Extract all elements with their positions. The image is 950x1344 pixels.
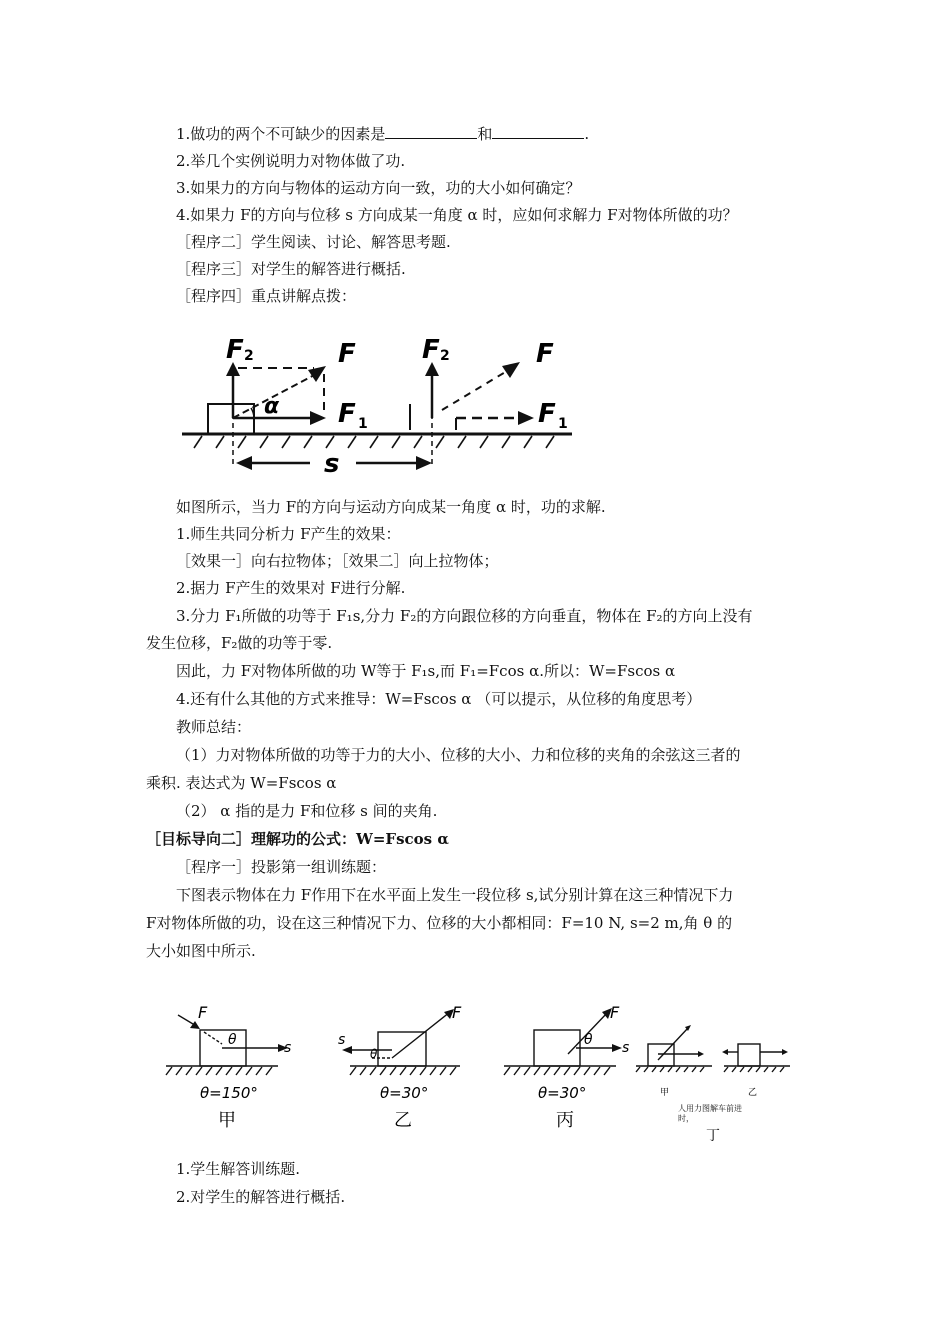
case-b-force-label: F: [452, 1003, 462, 1022]
blank-2: [492, 124, 584, 139]
case-b-label: 乙: [394, 1110, 412, 1131]
force-decomposition-figure: [180, 318, 580, 483]
f-label-left: F: [338, 339, 356, 369]
f1-sub-right: 1: [558, 416, 568, 432]
q1-text-b: 和: [477, 125, 493, 143]
figure-caption: 如图所示，当力 F的方向与运动方向成某一角度 α 时，功的求解.: [176, 498, 606, 516]
effects: ［效果一］向右拉物体；［效果二］向上拉物体；: [176, 552, 499, 570]
f-label-right: F: [536, 339, 554, 369]
case-c-theta: θ: [584, 1032, 593, 1048]
summary-1-line-2: 乘积. 表达式为 W=Fscos α: [146, 774, 337, 792]
case-a-s-label: s: [284, 1040, 292, 1056]
f1-sub-left: 1: [358, 416, 368, 432]
procedure-2: ［程序二］学生阅读、讨论、解答思考题.: [176, 233, 451, 251]
training-procedure: ［程序一］投影第一组训练题：: [176, 858, 387, 876]
problem-line-3: 大小如图中所示.: [146, 942, 256, 960]
summary-1-line-1: （1）力对物体所做的功等于力的大小、位移的大小、力和位移的夹角的余弦这三者的: [176, 746, 741, 764]
problem-line-1: 下图表示物体在力 F作用下在水平面上发生一段位移 s,试分别计算在这三种情况下力: [176, 886, 734, 904]
conclusion-1: 1.学生解答训练题.: [176, 1160, 301, 1178]
case-b-s-label: s: [338, 1032, 346, 1048]
procedure-4: ［程序四］重点讲解点拨：: [176, 287, 357, 305]
question-1: [176, 124, 589, 144]
case-a-angle: θ=150°: [200, 1084, 258, 1102]
f2-label-left: F: [226, 335, 244, 365]
case-b-angle: θ=30°: [380, 1084, 429, 1102]
training-figures: [160, 1000, 800, 1150]
case-c-label: 丙: [556, 1110, 574, 1131]
q1-text-a: 1.做功的两个不可缺少的因素是: [176, 125, 386, 143]
case-d-sub-b: 乙: [748, 1088, 758, 1098]
summary-2: （2） α 指的是力 F和位移 s 间的夹角.: [176, 802, 438, 820]
f2-sub-right: 2: [440, 348, 450, 364]
therefore: 因此，力 F对物体所做的功 W等于 F₁s,而 F₁=Fcos α.所以：W=Fscos α: [176, 662, 676, 680]
case-a-theta: θ: [228, 1032, 237, 1048]
analysis-3-line-1: 3.分力 F₁所做的功等于 F₁s,分力 F₂的方向跟位移的方向垂直，物体在 F₂的方向上没有: [176, 607, 753, 625]
alpha-label: α: [264, 394, 280, 419]
question-4: 4.如果力 F的方向与位移 s 方向成某一角度 α 时，应如何求解力 F对物体所做的功？: [176, 206, 738, 224]
f1-label-left: F: [338, 399, 356, 429]
question-3: 3.如果力的方向与物体的运动方向一致，功的大小如何确定？: [176, 179, 581, 197]
case-b-theta: θ: [370, 1047, 378, 1061]
case-a-force-label: F: [198, 1003, 208, 1022]
procedure-3: ［程序三］对学生的解答进行概括.: [176, 260, 406, 278]
case-a-label: 甲: [218, 1110, 236, 1131]
case-d-caption: 人用力图解车前进 时，: [678, 1104, 742, 1123]
q1-text-c: .: [584, 125, 590, 143]
case-d-label: 丁: [706, 1128, 720, 1144]
s-label: s: [324, 449, 340, 479]
question-2: 2.举几个实例说明力对物体做了功.: [176, 152, 406, 170]
conclusion-2: 2.对学生的解答进行概括.: [176, 1188, 346, 1206]
case-c-s-label: s: [622, 1040, 630, 1056]
f1-label-right: F: [538, 399, 556, 429]
case-c-force-label: F: [610, 1003, 620, 1022]
analysis-4: 4.还有什么其他的方式来推导：W=Fscos α （可以提示，从位移的角度思考）: [176, 690, 702, 708]
teacher-summary: 教师总结：: [176, 718, 252, 736]
blank-1: [385, 124, 477, 139]
analysis-2: 2.据力 F产生的效果对 F进行分解.: [176, 579, 406, 597]
analysis-3-line-2: 发生位移，F₂做的功等于零.: [146, 634, 333, 652]
case-d-sub-a: 甲: [660, 1088, 670, 1098]
goal-heading: ［目标导向二］理解功的公式：W=Fscos α: [146, 830, 449, 848]
analysis-1: 1.师生共同分析力 F产生的效果：: [176, 525, 401, 543]
f2-label-right: F: [422, 335, 440, 365]
f2-sub-left: 2: [244, 348, 254, 364]
problem-line-2: F对物体所做的功，设在这三种情况下力、位移的大小都相同：F=10 N, s=2 m,角 θ 的: [146, 914, 733, 932]
case-c-angle: θ=30°: [538, 1084, 587, 1102]
